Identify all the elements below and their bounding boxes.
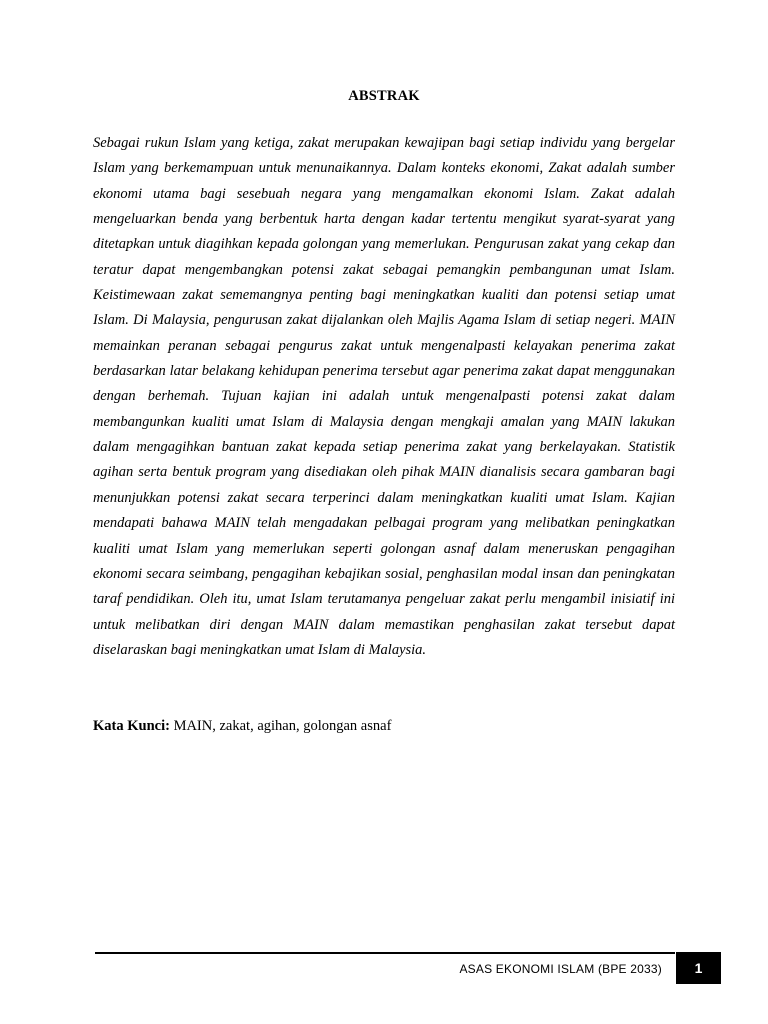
keywords-label: Kata Kunci: — [93, 718, 170, 734]
page-number-badge — [676, 952, 721, 984]
page-number: 1 — [694, 960, 703, 976]
footer-course-title: ASAS EKONOMI ISLAM (BPE 2033) — [459, 962, 662, 976]
keywords-text: MAIN, zakat, agihan, golongan asnaf — [169, 718, 392, 734]
footer-divider — [95, 952, 675, 954]
abstract-heading: ABSTRAK — [348, 88, 420, 104]
keywords-line — [93, 715, 675, 737]
abstract-paragraph: Sebagai rukun Islam yang ketiga, zakat merupakan kewajipan bagi setiap individu yang bergelar Islam yang berkemampuan untuk menunaikannya. Dalam konteks ekonomi, Zakat adalah sumber ekonomi utama bagi sesebuah negara yang mengamalkan ekonomi Islam. Zakat adalah mengeluarkan benda yang berbentuk harta dengan kadar tertentu mengikut syarat-syarat yang ditetapkan untuk diagihkan kepada golongan yang memerlukan. Pengurusan zakat yang cekap dan teratur dapat mengembangkan potensi zakat sebagai pemangkin pembangunan umat Islam. Keistimewaan zakat sememangnya penting bagi meningkatkan kualiti dan potensi setiap umat Islam. Di Malaysia, pengurusan zakat dijalankan oleh Majlis Agama Islam di setiap negeri. MAIN memainkan peranan sebagai pengurus zakat untuk mengenalpasti kelayakan penerima zakat berdasarkan latar belakang kehidupan penerima tersebut agar penerima zakat dapat menggunakan dengan berhemah. Tujuan kajian ini adalah untuk mengenalpasti potensi zakat dalam membangunkan kualiti umat Islam di Malaysia dengan mengkaji amalan yang MAIN lakukan dalam mengagihkan bantuan zakat kepada setiap penerima zakat yang berkelayakan. Statistik agihan serta bentuk program yang disediakan oleh pihak MAIN dianalisis secara gambaran bagi menunjukkan potensi zakat secara terperinci dalam meningkatkan kualiti umat Islam. Kajian mendapati bahawa MAIN telah mengadakan pelbagai program yang melibatkan peningkatkan kualiti umat Islam yang memerlukan seperti golongan asnaf dalam meneruskan pengagihan ekonomi secara seimbang, pengagihan kebajikan sosial, penghasilan modal insan dan peningkatan taraf pendidikan. Oleh itu, umat Islam terutamanya pengeluar zakat perlu mengambil inisiatif ini untuk melibatkan diri dengan MAIN dalam memastikan penghasilan zakat tersebut dapat diselaraskan bagi meningkatkan umat Islam di Malaysia. — [93, 135, 675, 658]
